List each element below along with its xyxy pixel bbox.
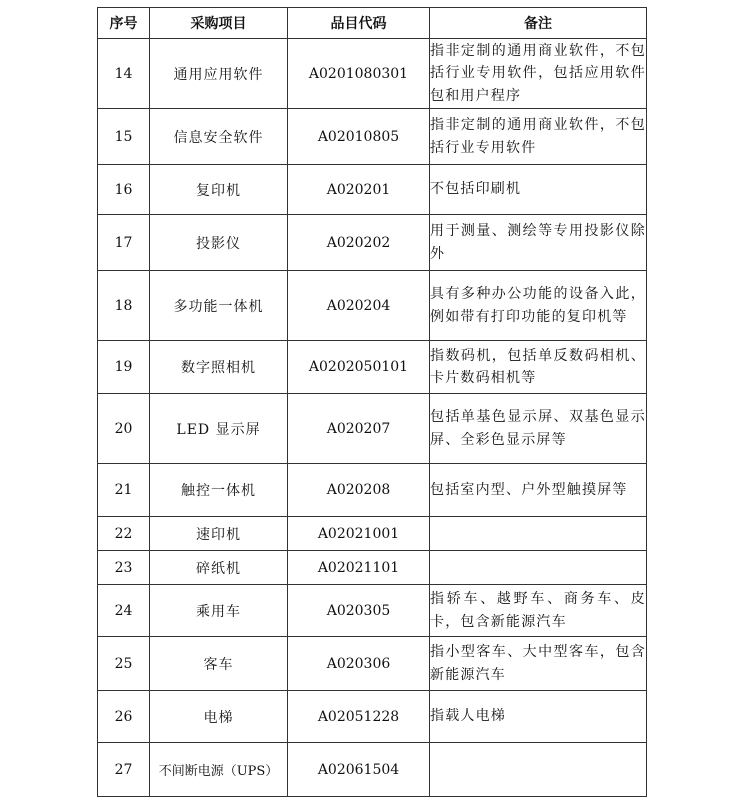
note-cell: 指非定制的通用商业软件，不包括行业专用软件，包括应用软件包和用户程序: [430, 39, 647, 109]
code-cell: A02051228: [288, 691, 430, 743]
note-cell: [430, 551, 647, 585]
note-cell: [430, 517, 647, 551]
item-cell: 不间断电源（UPS）: [150, 743, 288, 797]
note-cell: 不包括印刷机: [430, 165, 647, 215]
seq-cell: 20: [98, 394, 150, 464]
item-cell: 复印机: [150, 165, 288, 215]
seq-cell: 21: [98, 464, 150, 517]
table-row: [98, 109, 647, 165]
table-row: [98, 517, 647, 551]
table-row: [98, 341, 647, 394]
table-row: [98, 215, 647, 271]
item-cell: LED 显示屏: [150, 394, 288, 464]
table-header-row: [98, 8, 647, 39]
note-cell: 包括室内型、户外型触摸屏等: [430, 464, 647, 517]
seq-cell: 14: [98, 39, 150, 109]
note-cell: 具有多种办公功能的设备入此，例如带有打印功能的复印机等: [430, 271, 647, 341]
item-cell: 电梯: [150, 691, 288, 743]
table-row: [98, 271, 647, 341]
item-cell: 信息安全软件: [150, 109, 288, 165]
header-note: 备注: [430, 8, 647, 39]
code-cell: A02061504: [288, 743, 430, 797]
header-item: 采购项目: [150, 8, 288, 39]
item-cell: 多功能一体机: [150, 271, 288, 341]
table-row: [98, 39, 647, 109]
seq-cell: 27: [98, 743, 150, 797]
seq-cell: 18: [98, 271, 150, 341]
code-cell: A020204: [288, 271, 430, 341]
seq-cell: 19: [98, 341, 150, 394]
seq-cell: 24: [98, 585, 150, 637]
item-cell: 投影仪: [150, 215, 288, 271]
seq-cell: 23: [98, 551, 150, 585]
seq-cell: 26: [98, 691, 150, 743]
item-cell: 触控一体机: [150, 464, 288, 517]
table-row: [98, 551, 647, 585]
table-row: [98, 165, 647, 215]
seq-cell: 17: [98, 215, 150, 271]
code-cell: A02021001: [288, 517, 430, 551]
note-cell: [430, 743, 647, 797]
item-cell: 数字照相机: [150, 341, 288, 394]
table-row: [98, 464, 647, 517]
code-cell: A020202: [288, 215, 430, 271]
table-row: [98, 585, 647, 637]
note-cell: 指小型客车、大中型客车，包含新能源汽车: [430, 637, 647, 691]
note-cell: 包括单基色显示屏、双基色显示屏、全彩色显示屏等: [430, 394, 647, 464]
seq-cell: 16: [98, 165, 150, 215]
note-cell: 指非定制的通用商业软件，不包括行业专用软件: [430, 109, 647, 165]
header-seq: 序号: [98, 8, 150, 39]
code-cell: A02021101: [288, 551, 430, 585]
procurement-table: [97, 7, 647, 797]
seq-cell: 22: [98, 517, 150, 551]
code-cell: A020207: [288, 394, 430, 464]
item-cell: 通用应用软件: [150, 39, 288, 109]
code-cell: A020208: [288, 464, 430, 517]
table-row: [98, 691, 647, 743]
seq-cell: 25: [98, 637, 150, 691]
item-cell: 碎纸机: [150, 551, 288, 585]
table-row: [98, 394, 647, 464]
item-cell: 速印机: [150, 517, 288, 551]
seq-cell: 15: [98, 109, 150, 165]
code-cell: A0201080301: [288, 39, 430, 109]
code-cell: A020201: [288, 165, 430, 215]
code-cell: A02010805: [288, 109, 430, 165]
table-row: [98, 743, 647, 797]
note-cell: 指轿车、越野车、商务车、皮卡，包含新能源汽车: [430, 585, 647, 637]
item-cell: 乘用车: [150, 585, 288, 637]
item-cell: 客车: [150, 637, 288, 691]
note-cell: 指载人电梯: [430, 691, 647, 743]
code-cell: A0202050101: [288, 341, 430, 394]
note-cell: 用于测量、测绘等专用投影仪除外: [430, 215, 647, 271]
code-cell: A020306: [288, 637, 430, 691]
table-row: [98, 637, 647, 691]
header-code: 品目代码: [288, 8, 430, 39]
note-cell: 指数码机，包括单反数码相机、卡片数码相机等: [430, 341, 647, 394]
code-cell: A020305: [288, 585, 430, 637]
